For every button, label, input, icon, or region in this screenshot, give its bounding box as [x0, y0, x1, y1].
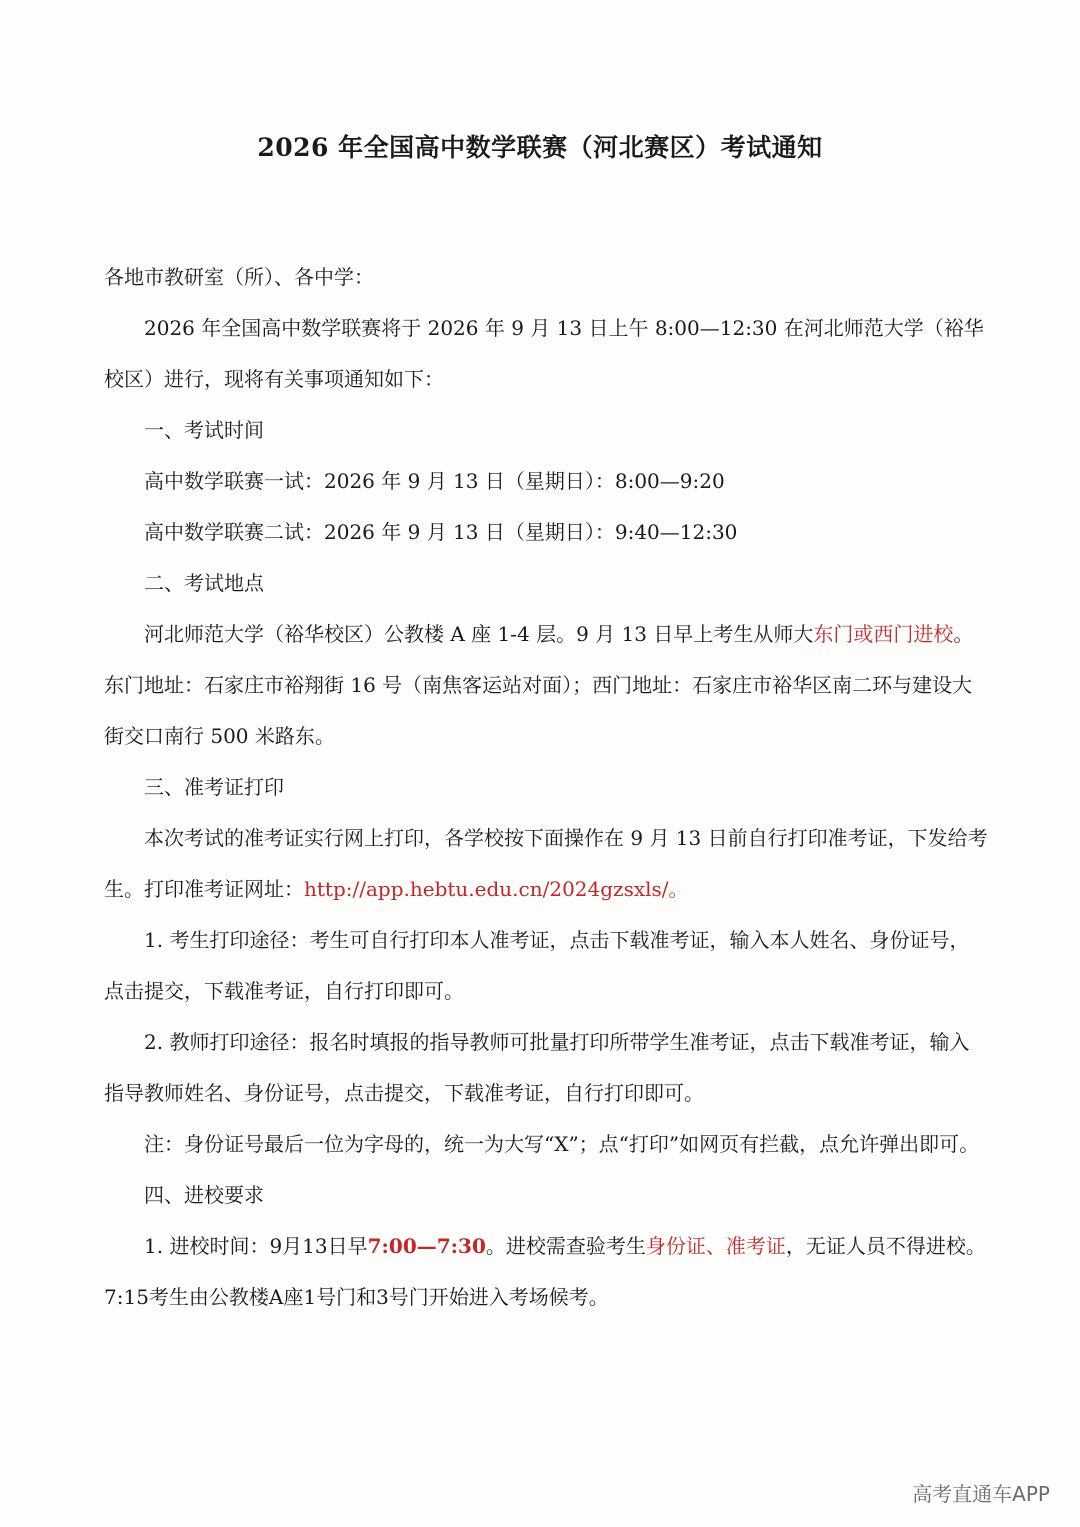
admission-teacher-item: 2. 教师打印途径：报名时填报的指导教师可批量打印所带学生准考证，点击下载准考证，输入指导教师姓名、身份证号，点击提交，下载准考证，自行打印即可。: [104, 1030, 970, 1105]
location-text-a: 河北师范大学（裕华校区）公教楼 A 座 1-4 层。9 月 13 日早上考生从师大: [144, 622, 814, 646]
admission-paragraph: [104, 813, 988, 915]
admission-text: 本次考试的准考证实行网上打印，各学校按下面操作在 9 月 13 日前自行打印准考证，下发给考生。打印准考证网址：: [104, 826, 988, 901]
entry-text-b: 。进校需查验考生: [485, 1234, 646, 1258]
section-heading-admission: 三、准考证打印: [144, 775, 284, 799]
entry-documents-highlight: 身份证、准考证: [645, 1234, 786, 1258]
location-text-b: 。东门地址：石家庄市裕翔街 16 号（南焦客运站对面）；西门地址：石家庄市裕华区南二环与建设大街交口南行 500 米路东。: [104, 622, 974, 748]
exam-time-second: 高中数学联赛二试：2026 年 9 月 13 日（星期日）：9:40—12:30: [144, 520, 738, 544]
entry-paragraph: [104, 1221, 988, 1323]
section-heading-time: 一、考试时间: [144, 418, 264, 442]
salutation: 各地市教研室（所）、各中学：: [104, 265, 374, 289]
entry-time-highlight: 7:00—7:30: [367, 1234, 486, 1258]
intro-paragraph: 2026 年全国高中数学联赛将于 2026 年 9 月 13 日上午 8:00—12:30 在河北师范大学（裕华校区）进行，现将有关事项通知如下：: [104, 316, 984, 391]
admission-url-link[interactable]: http://app.hebtu.edu.cn/2024gzsxls/。: [304, 877, 689, 901]
section-heading-entry: 四、进校要求: [144, 1183, 264, 1207]
section-heading-location: 二、考试地点: [144, 571, 264, 595]
entry-text-a: 1. 进校时间：9月13日早: [144, 1234, 368, 1258]
entrance-gates-highlight: 东门或西门进校: [813, 622, 954, 646]
entry-text-c: ，无证人员不得进校。7:15考生由公教楼A座1号门和3号门开始进入考场候考。: [104, 1234, 986, 1309]
document-body: [104, 252, 988, 1323]
exam-time-first: 高中数学联赛一试：2026 年 9 月 13 日（星期日）：8:00—9:20: [144, 469, 725, 493]
admission-student-item: 1. 考生打印途径：考生可自行打印本人准考证，点击下载准考证，输入本人姓名、身份证号，点击提交，下载准考证，自行打印即可。: [104, 928, 970, 1003]
admission-note: 注：身份证号最后一位为字母的，统一为大写“X”；点“打印”如网页有拦截，点允许弹出即可。: [144, 1132, 980, 1156]
document-title: 2026 年全国高中数学联赛（河北赛区）考试通知: [257, 133, 823, 162]
watermark-text: 高考直通车APP: [912, 1482, 1050, 1506]
location-paragraph: [104, 609, 988, 762]
